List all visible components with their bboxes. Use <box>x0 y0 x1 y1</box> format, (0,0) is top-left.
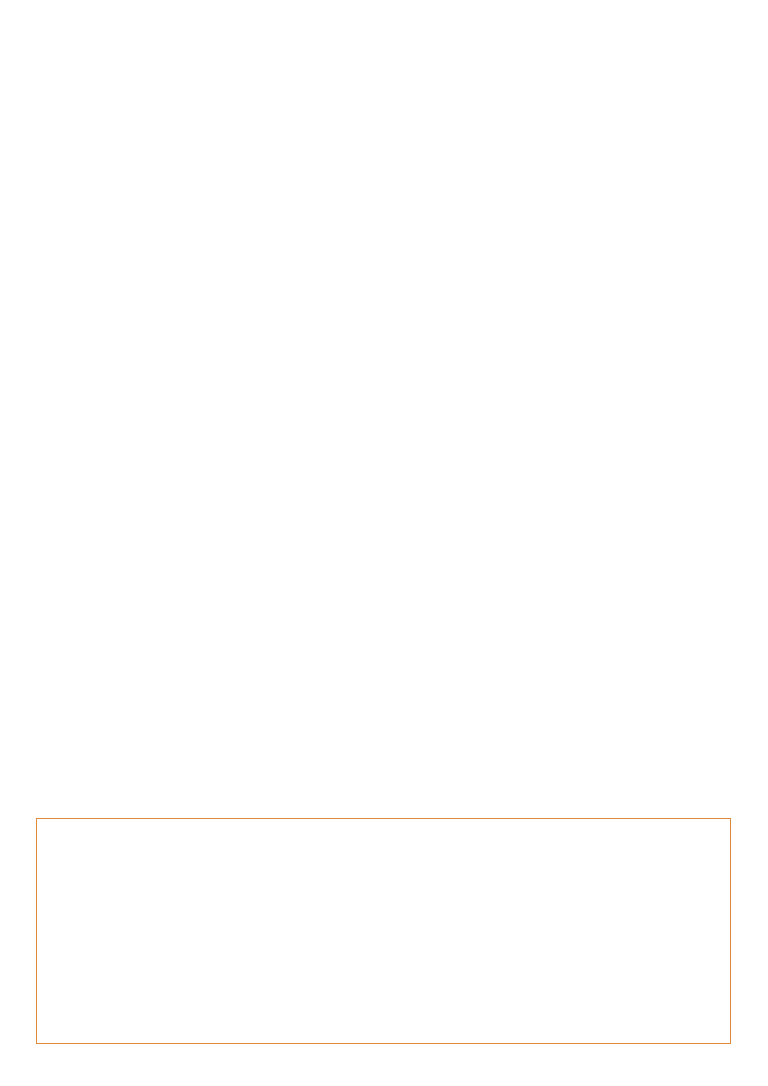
border-right <box>738 6 760 1082</box>
opening-hours-box <box>36 818 731 1044</box>
border-top <box>10 6 758 28</box>
border-bottom <box>10 1060 758 1082</box>
border-left <box>8 6 30 1082</box>
